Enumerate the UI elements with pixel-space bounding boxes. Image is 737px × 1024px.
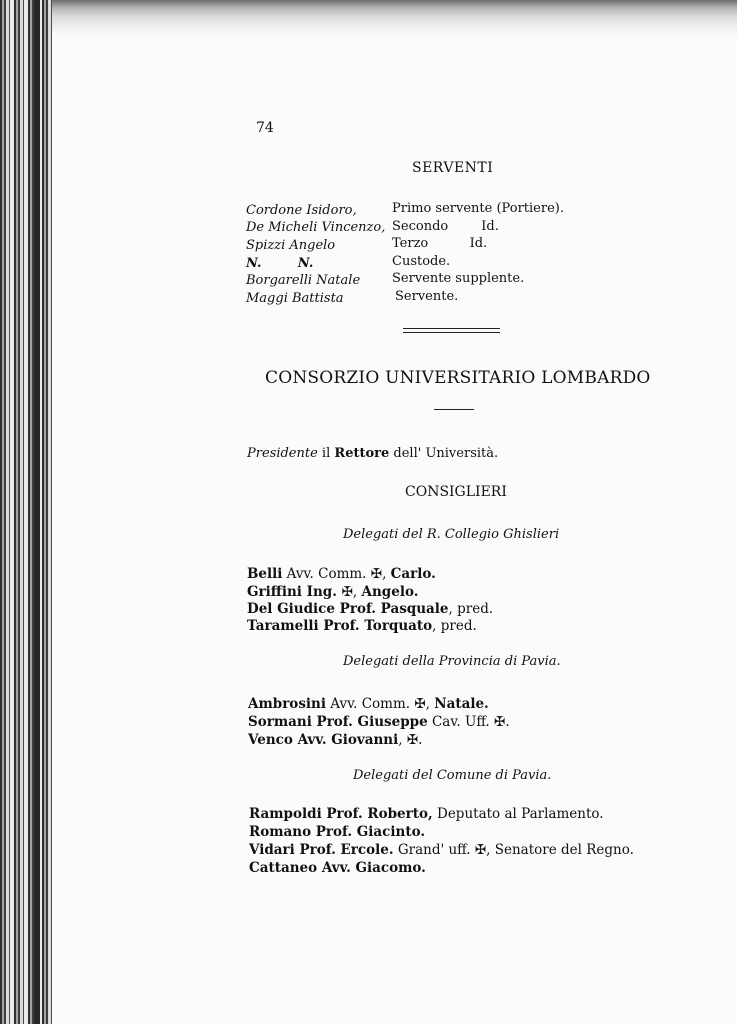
- member-title: Deputato al Parlamento.: [432, 806, 604, 822]
- servente-name: Borgarelli Natale: [246, 273, 361, 288]
- presidente-line: [247, 446, 498, 462]
- member-surname: Rampoldi Prof. Roberto,: [249, 806, 433, 822]
- member-line: [249, 842, 634, 858]
- member-title: , pred.: [448, 601, 494, 617]
- member-surname: Del Giudice Prof. Pasquale: [247, 601, 449, 617]
- member-line: [247, 618, 477, 634]
- member-surname: Cattaneo Avv. Giacomo.: [249, 860, 426, 876]
- group-heading-ghislieri: Delegati del R. Collegio Ghislieri: [343, 527, 560, 542]
- member-line: [249, 824, 425, 840]
- presidente-rettore: Rettore: [334, 446, 390, 461]
- double-rule-bottom: [403, 332, 500, 333]
- member-surname: Taramelli Prof. Torquato: [247, 618, 433, 634]
- section-heading-serventi: SERVENTI: [412, 160, 494, 176]
- member-title: ✠,: [341, 584, 362, 600]
- member-line: [247, 566, 436, 582]
- page-number: 74: [256, 120, 274, 136]
- member-surname: Ambrosini: [248, 696, 326, 712]
- member-surname: Sormani Prof. Giuseppe: [248, 714, 428, 730]
- member-title: Avv. Comm. ✠,: [282, 566, 391, 582]
- presidente-label: Presidente: [247, 446, 318, 461]
- double-rule-top: [403, 328, 500, 329]
- member-title: , pred.: [432, 618, 477, 634]
- main-title: CONSORZIO UNIVERSITARIO LOMBARDO: [265, 368, 651, 388]
- servente-name: De Micheli Vincenzo,: [246, 220, 386, 235]
- member-surname: Vidari Prof. Ercole.: [249, 842, 394, 858]
- member-title: Avv. Comm. ✠,: [326, 696, 435, 712]
- member-title: Grand' uff. ✠, Senatore del Regno.: [393, 842, 634, 858]
- scan-top-shadow: [52, 0, 737, 36]
- member-surname: Romano Prof. Giacinto.: [249, 824, 426, 840]
- servente-role: Primo servente (Portiere).: [392, 201, 564, 216]
- group-heading-comune: Delegati del Comune di Pavia.: [353, 768, 552, 783]
- member-line: [249, 806, 604, 822]
- member-firstname: Carlo.: [390, 566, 436, 582]
- servente-role: Servente.: [395, 289, 459, 304]
- group-heading-provincia: Delegati della Provincia di Pavia.: [343, 654, 561, 669]
- servente-name: Maggi Battista: [246, 291, 344, 306]
- servente-role: Custode.: [392, 254, 451, 269]
- member-title: Cav. Uff. ✠.: [427, 714, 510, 730]
- servente-role: Secondo Id.: [392, 219, 499, 234]
- member-line: [248, 714, 510, 730]
- member-firstname: Natale.: [434, 696, 489, 712]
- member-firstname: Angelo.: [361, 584, 419, 600]
- member-surname: Griffini Ing.: [247, 584, 342, 600]
- member-line: [248, 696, 489, 712]
- servente-role: Terzo Id.: [392, 236, 488, 251]
- servente-name: Cordone Isidoro,: [246, 203, 357, 218]
- section-heading-consiglieri: CONSIGLIERI: [405, 484, 507, 500]
- member-line: [247, 584, 418, 600]
- member-surname: Belli: [247, 566, 283, 582]
- member-title: , ✠.: [398, 732, 423, 748]
- servente-name: Spizzi Angelo: [246, 238, 336, 253]
- member-surname: Venco Avv. Giovanni: [248, 732, 399, 748]
- member-line: [247, 601, 493, 617]
- presidente-rest: dell' Università.: [389, 446, 499, 461]
- book-binding-edge: [0, 0, 52, 1024]
- short-rule: [434, 409, 474, 410]
- member-line: [249, 860, 426, 876]
- servente-name: N. N.: [246, 256, 314, 271]
- presidente-il: il: [317, 446, 335, 461]
- member-line: [248, 732, 422, 748]
- servente-role: Servente supplente.: [392, 271, 525, 286]
